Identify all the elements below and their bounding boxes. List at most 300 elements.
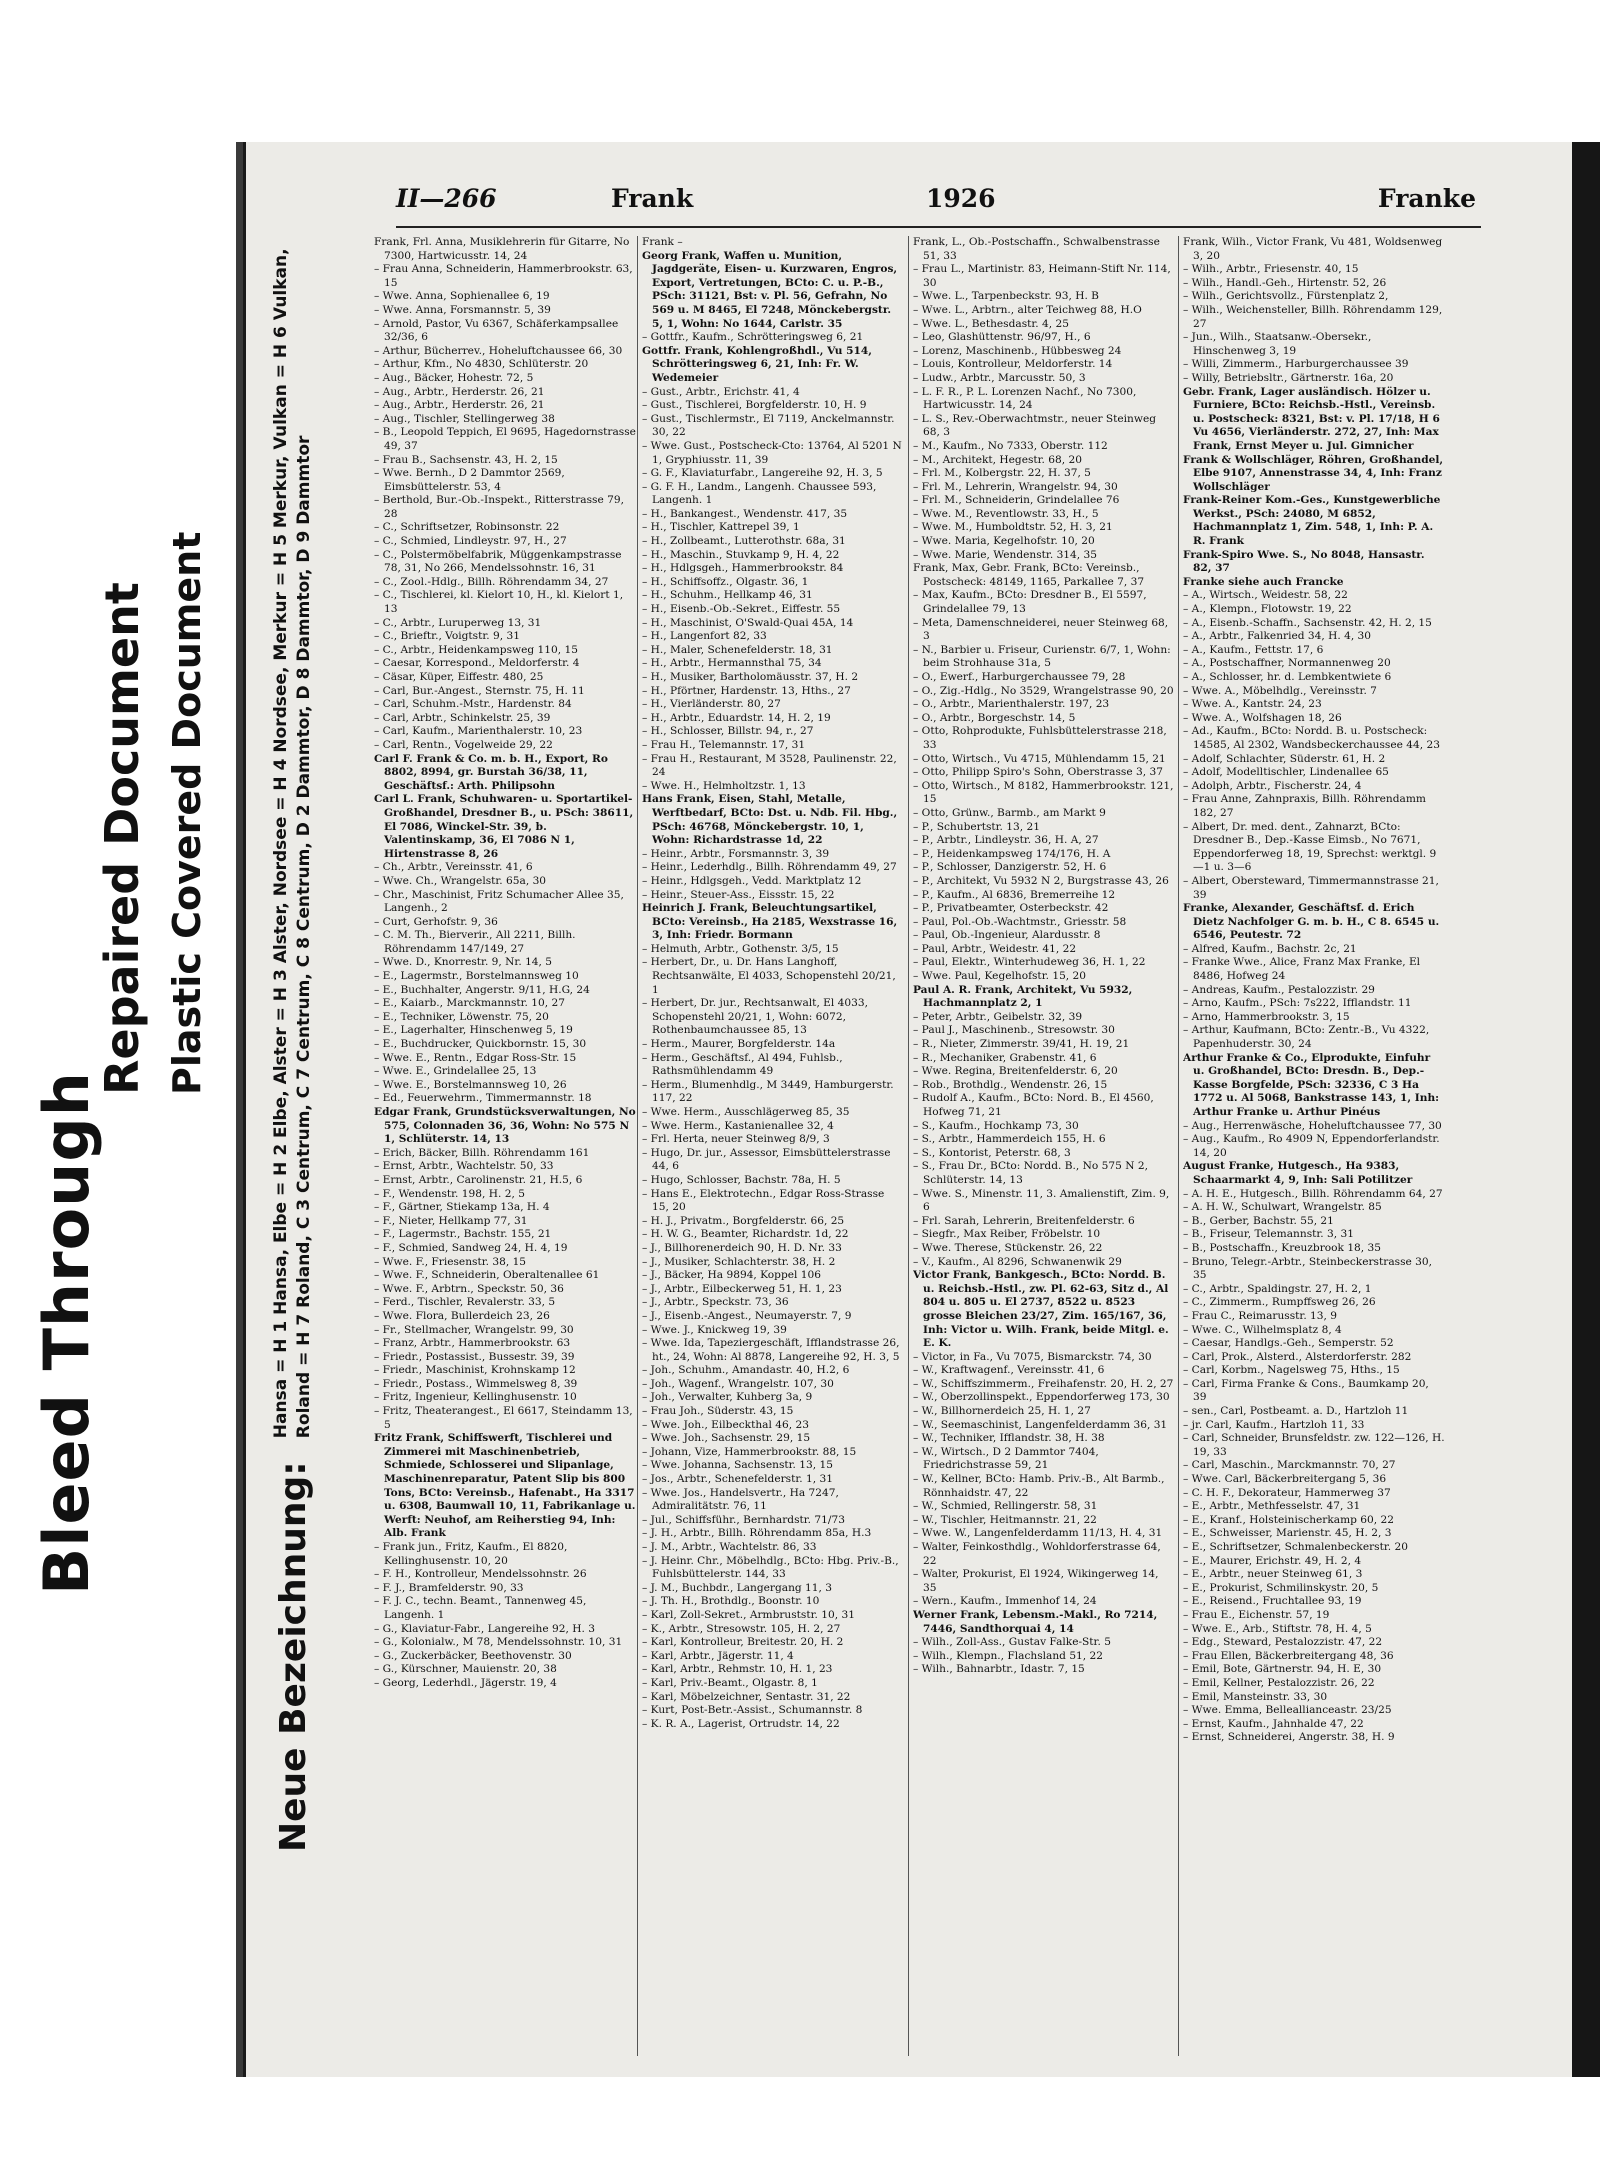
- directory-entry: – H., Eisenb.-Ob.-Sekret., Eiffestr. 55: [642, 603, 841, 616]
- directory-entry: – Walter, Feinkosthdlg., Wohldorferstrasse 64, 22: [913, 1541, 1161, 1567]
- directory-entry: Franke siehe auch Francke: [1183, 575, 1344, 588]
- directory-entry: – W., Techniker, Ifflandstr. 38, H. 38: [913, 1432, 1105, 1445]
- directory-entry: – A., Wirtsch., Weidestr. 58, 22: [1183, 589, 1348, 602]
- directory-entry: – Ernst, Arbtr., Carolinenstr. 21, H.5, 6: [374, 1173, 583, 1186]
- directory-entry: – P., Schubertstr. 13, 21: [913, 820, 1040, 833]
- directory-entry: – Kurt, Post-Betr.-Assist., Schumannstr. 8: [642, 1704, 863, 1717]
- directory-entry: – Wwe. Therese, Stückenstr. 26, 22: [913, 1241, 1103, 1254]
- directory-entry: – Wwe. H., Helmholtzstr. 1, 13: [642, 779, 806, 792]
- directory-entry: – Hans E., Elektrotechn., Edgar Ross-Strasse 15, 20: [642, 1187, 885, 1214]
- directory-entry: – N., Barbier u. Friseur, Curienstr. 6/7, 1, Wohn: beim Strohhause 31a, 5: [913, 643, 1171, 670]
- directory-entry: – Frau Joh., Süderstr. 43, 15: [642, 1405, 794, 1418]
- directory-entry: – G., Kolonialw., M 78, Mendelssohnstr. 10, 31: [374, 1636, 623, 1649]
- directory-entry: – Bruno, Telegr.-Arbtr., Steinbeckerstrasse 30, 35: [1183, 1255, 1432, 1282]
- directory-entry: – Leo, Glashüttenstr. 96/97, H., 6: [913, 331, 1091, 344]
- directory-entry: – Carl, Maschin., Marckmannstr. 70, 27: [1183, 1459, 1396, 1472]
- directory-entry: – Carl, Prok., Alsterd., Alsterdorferstr. 282: [1183, 1350, 1412, 1363]
- directory-entry: – Otto, Wirtsch., M 8182, Hammerbrookstr. 121, 15: [913, 779, 1174, 806]
- directory-entry: – K., Arbtr., Stresowstr. 105, H. 2, 27: [642, 1622, 841, 1635]
- directory-entry: – H., Musiker, Bartholomäusstr. 37, H. 2: [642, 671, 859, 683]
- directory-entry: – Carl, Arbtr., Schinkelstr. 25, 39: [374, 711, 551, 724]
- directory-entry: Frank, L., Ob.-Postschaffn., Schwalbenstrasse 51, 33: [913, 236, 1160, 262]
- legend-title: Neue Bezeichnung:: [272, 1461, 314, 1852]
- directory-entry: – Aug., Arbtr., Herderstr. 26, 21: [374, 399, 545, 412]
- directory-entry: Edgar Frank, Grundstücksverwaltungen, No 575, Colonnaden 36, 36, Wohn: No 575 N 1, Schlüterstr. 14, 13: [374, 1106, 636, 1146]
- directory-entry: – Arno, Kaufm., PSch: 7s222, Ifflandstr. 11: [1183, 997, 1412, 1010]
- directory-entry: – Siegfr., Max Reiber, Fröbelstr. 10: [913, 1228, 1101, 1241]
- directory-entry: – J. Heinr. Chr., Möbelhdlg., BCto: Hbg. Priv.-B., Fuhlsbüttelerstr. 144, 33: [642, 1554, 899, 1581]
- directory-entry: – Joh., Wagenf., Wrangelstr. 107, 30: [642, 1377, 834, 1390]
- directory-entry: Frank, Max, Gebr. Frank, BCto: Vereinsb., Postscheck: 48149, 1165, Parkallee 7, 37: [913, 562, 1145, 588]
- directory-entry: – Wwe. Gust., Postscheck-Cto: 13764, Al 5201 N 1, Gryphiusstr. 11, 39: [642, 439, 902, 466]
- directory-entry: – W., Kellner, BCto: Hamb. Priv.-B., Alt Barmb., Rönnhaidstr. 47, 22: [913, 1473, 1165, 1499]
- directory-entry: – Wwe. Flora, Bullerdeich 23, 26: [374, 1309, 550, 1322]
- directory-entry: – Herbert, Dr., u. Dr. Hans Langhoff, Rechtsanwälte, El 4033, Schopenstehl 20/21, 1: [642, 956, 896, 996]
- directory-entry: – Frl. Sarah, Lehrerin, Breitenfelderstr. 6: [913, 1214, 1135, 1227]
- directory-entry: – Frau C., Reimarusstr. 13, 9: [1183, 1309, 1338, 1322]
- directory-entry: – Wwe. Regina, Breitenfelderstr. 6, 20: [913, 1065, 1118, 1078]
- directory-entry: – F., Schmied, Sandweg 24, H. 4, 19: [374, 1241, 568, 1254]
- directory-entry: – Willi, Zimmerm., Harburgerchaussee 39: [1183, 358, 1409, 371]
- directory-entry: – Herbert, Dr. jur., Rechtsanwalt, El 4033, Schopenstehl 20/21, 1, Wohn: 6072, Rothenbaumchaussee 85, 13: [642, 997, 868, 1037]
- bleed-through-annotation: Bleed Through: [30, 1071, 103, 1595]
- directory-entry: – Curt, Gerhofstr. 9, 36: [374, 915, 498, 928]
- directory-entry: – E., Kranf., Holsteinischerkamp 60, 22: [1183, 1513, 1394, 1526]
- directory-entry: – Carl, Bur.-Angest., Sternstr. 75, H. 11: [374, 684, 585, 697]
- directory-entry: – Emil, Bote, Gärtnerstr. 94, H. E, 30: [1183, 1663, 1382, 1676]
- header-year: 1926: [926, 184, 996, 213]
- directory-entry: – Albert, Obersteward, Timmermannstrasse 21, 39: [1183, 874, 1439, 901]
- legend-line-2: Roland = H 7 Roland, C 3 Centrum, C 7 Centrum, C 8 Centrum, D 2 Dammtor, D 8 Dammtor, D 9 Dammtor: [294, 435, 314, 1439]
- directory-entry: – Frl. M., Schneiderin, Grindelallee 76: [913, 494, 1120, 507]
- directory-entry: – H., Maschin., Stuvkamp 9, H. 4, 22: [642, 548, 840, 561]
- directory-entry: – Frl. M., Lehrerin, Wrangelstr. 94, 30: [913, 480, 1118, 493]
- directory-entry: – Karl, Zoll-Sekret., Armbruststr. 10, 31: [642, 1608, 855, 1621]
- directory-entry: – B., Friseur, Telemannstr. 3, 31: [1183, 1228, 1354, 1241]
- column-divider: [908, 236, 909, 2056]
- directory-entry: – Ernst, Arbtr., Wachtelstr. 50, 33: [374, 1160, 554, 1173]
- directory-entry: – M., Architekt, Hegestr. 68, 20: [913, 453, 1082, 466]
- directory-entry: – H., Maler, Schenefelderstr. 18, 31: [642, 643, 833, 656]
- directory-entry: – S., Kontorist, Peterstr. 68, 3: [913, 1146, 1071, 1159]
- directory-entry: – E., Buchdrucker, Quickbornstr. 15, 30: [374, 1038, 587, 1051]
- directory-entry: Frank-Spiro Wwe. S., No 8048, Hansastr. 82, 37: [1183, 548, 1425, 575]
- directory-entry: – G. F., Klaviaturfabr., Langereihe 92, H. 3, 5: [642, 467, 883, 480]
- directory-entry: – A. H. E., Hutgesch., Billh. Röhrendamm 64, 27: [1183, 1187, 1443, 1200]
- directory-entry: – Ernst, Kaufm., Jahnhalde 47, 22: [1183, 1717, 1364, 1730]
- directory-entry: – Emil, Mansteinstr. 33, 30: [1183, 1690, 1328, 1703]
- directory-entry: – Aug., Tischler, Stellingerweg 38: [374, 412, 555, 425]
- directory-entry: – C., Arbtr., Heidenkampsweg 110, 15: [374, 643, 578, 656]
- directory-entry: – P., Schlosser, Danzigerstr. 52, H. 6: [913, 861, 1107, 874]
- directory-entry: – Wwe. Jos., Handelsvertr., Ha 7247, Admiralitätstr. 76, 11: [642, 1486, 839, 1513]
- directory-entry: – Emil, Kellner, Pestalozzistr. 26, 22: [1183, 1676, 1375, 1689]
- directory-entry: – H., Pförtner, Hardenstr. 13, Hths., 27: [642, 684, 851, 697]
- directory-entry: – Karl, Arbtr., Rehmstr. 10, H. 1, 23: [642, 1663, 833, 1676]
- directory-entry: Carl L. Frank, Schuhwaren- u. Sportartikel-Großhandel, Dresdner B., u. PSch: 38611, El 7086, Winckel-Str. 39, b. Valentinskamp, 36, El 7086 N 1, Hirtenstrasse 8, 26: [374, 793, 634, 860]
- directory-entry: – Franke Wwe., Alice, Franz Max Franke, El 8486, Hofweg 24: [1183, 956, 1421, 983]
- directory-entry: – Louis, Kontrolleur, Meldorferstr. 14: [913, 358, 1113, 371]
- directory-entry: – Wwe. E., Rentn., Edgar Ross-Str. 15: [374, 1051, 577, 1064]
- directory-entry: – Frau Ellen, Bäckerbreitergang 48, 36: [1183, 1649, 1394, 1662]
- directory-entry: – Otto, Rohprodukte, Fuhlsbüttelerstrasse 218, 33: [913, 725, 1167, 751]
- directory-entry: – S., Frau Dr., BCto: Nordd. B., No 575 N 2, Schlüterstr. 14, 13: [913, 1160, 1148, 1186]
- directory-entry: – Adolph, Arbtr., Fischerstr. 24, 4: [1183, 779, 1362, 792]
- directory-entry: – Alfred, Kaufm., Bachstr. 2c, 21: [1183, 942, 1357, 955]
- directory-entry: – Ed., Feuerwehrm., Timmermannstr. 18: [374, 1092, 592, 1105]
- directory-entry: – P., Kaufm., Al 6836, Bremerreihe 12: [913, 888, 1116, 901]
- column-divider: [637, 236, 638, 2056]
- directory-entry: – W., Oberzollinspekt., Eppendorferweg 173, 30: [913, 1391, 1170, 1404]
- directory-entry: – E., Kaiarb., Marckmannstr. 10, 27: [374, 997, 565, 1010]
- directory-entry: – J., Musiker, Schlachterstr. 38, H. 2: [642, 1255, 836, 1268]
- directory-entry: – C., Tischlerei, kl. Kielort 10, H., kl. Kielort 1, 13: [374, 589, 624, 616]
- directory-entry: – H., Bankangest., Wendenstr. 417, 35: [642, 507, 848, 520]
- directory-entry: – Wilh., Handl.-Geh., Hirtenstr. 52, 26: [1183, 276, 1387, 289]
- directory-entry: – E., Buchhalter, Angerstr. 9/11, H.G, 24: [374, 983, 590, 996]
- directory-entry: – Gottfr., Kaufm., Schrötteringsweg 6, 21: [642, 331, 864, 344]
- directory-entry: – G. F. H., Landm., Langenh. Chaussee 593, Langenh. 1: [642, 480, 877, 507]
- directory-entry: – Paul, Pol.-Ob.-Wachtmstr., Griesstr. 58: [913, 915, 1127, 928]
- directory-entry: – J., Billhorenerdeich 90, H. D. Nr. 33: [642, 1241, 842, 1254]
- directory-entry: – Wwe. Emma, Belleallianceastr. 23/25: [1183, 1704, 1392, 1717]
- directory-entry: – Paul, Arbtr., Weidestr. 41, 22: [913, 942, 1077, 955]
- directory-entry: – H., Zollbeamt., Lutterothstr. 68a, 31: [642, 535, 846, 548]
- directory-entry: – E., Arbtr., neuer Steinweg 61, 3: [1183, 1568, 1363, 1581]
- directory-entry: – Otto, Philipp Spiro's Sohn, Oberstrasse 3, 37: [913, 766, 1163, 779]
- directory-entry: – W., Tischler, Heitmannstr. 21, 22: [913, 1513, 1097, 1526]
- directory-entry: – Gust., Arbtr., Erichstr. 41, 4: [642, 385, 800, 398]
- directory-entry: – E., Techniker, Löwenstr. 75, 20: [374, 1010, 549, 1023]
- directory-entry: – H., Tischler, Kattrepel 39, 1: [642, 521, 800, 534]
- directory-entry: August Franke, Hutgesch., Ha 9383, Schaarmarkt 4, 9, Inh: Sali Potilitzer: [1183, 1160, 1413, 1186]
- directory-entry: – E., Arbtr., Methfesselstr. 47, 31: [1183, 1500, 1361, 1513]
- directory-entry: – A., Postschaffner, Normannenweg 20: [1183, 657, 1391, 670]
- directory-entry: – Heinr., Arbtr., Forsmannstr. 3, 39: [642, 847, 830, 860]
- directory-entry: – Berthold, Bur.-Ob.-Inspekt., Ritterstrasse 79, 28: [374, 494, 624, 520]
- directory-entry: – Caesar, Handlgs.-Geh., Semperstr. 52: [1183, 1337, 1394, 1350]
- directory-entry: – Ernst, Schneiderei, Angerstr. 38, H. 9: [1183, 1731, 1395, 1744]
- directory-entry: – E., Schriftsetzer, Schmalenbeckerstr. 20: [1183, 1541, 1408, 1553]
- directory-entry: – B., Leopold Teppich, El 9695, Hagedornstrasse 49, 37: [374, 426, 636, 452]
- directory-entry: Gottfr. Frank, Kohlengroßhdl., Vu 514, Schrötteringsweg 6, 21, Inh: Fr. W. Wedemeier: [642, 344, 872, 384]
- directory-entry: – Wwe. Ida, Tapeziergeschäft, Ifflandstrasse 26, ht., 24, Wohn: Al 8878, Langereihe 92, H. 3, 5: [642, 1337, 900, 1363]
- directory-entry: – Jun., Wilh., Staatsanw.-Obersekr., Hinschenweg 3, 19: [1183, 331, 1372, 357]
- directory-entry: – Gust., Tischlerei, Borgfelderstr. 10, H. 9: [642, 399, 867, 412]
- directory-column-3: [913, 236, 1175, 2066]
- directory-entry: Frank, Wilh., Victor Frank, Vu 481, Woldsenweg 3, 20: [1183, 236, 1443, 262]
- directory-entry: – Otto, Wirtsch., Vu 4715, Mühlendamm 15, 21: [913, 752, 1166, 765]
- directory-entry: – Carl, Kaufm., Marienthalerstr. 10, 23: [374, 725, 583, 738]
- directory-entry: – G., Zuckerbäcker, Beethovenstr. 30: [374, 1649, 572, 1662]
- directory-entry: – C. H. F., Dekorateur, Hammerweg 37: [1183, 1486, 1391, 1499]
- directory-entry: – Arthur, Kaufmann, BCto: Zentr.-B., Vu 4322, Papenhuderstr. 30, 24: [1183, 1024, 1430, 1051]
- directory-entry: – V., Kaufm., Al 8296, Schwanenwik 29: [913, 1255, 1122, 1268]
- directory-entry: – R., Nieter, Zimmerstr. 39/41, H. 19, 21: [913, 1038, 1130, 1051]
- directory-entry: – Wwe. Joh., Eilbeckthal 46, 23: [642, 1418, 809, 1431]
- directory-entry: – Frl. M., Kolbergstr. 22, H. 37, 5: [913, 467, 1091, 480]
- directory-entry: Paul A. R. Frank, Architekt, Vu 5932, Hachmannplatz 2, 1: [913, 983, 1133, 1010]
- directory-entry: – Wilh., Bahnarbtr., Idastr. 7, 15: [913, 1663, 1085, 1676]
- directory-entry: – W., Schiffszimmerm., Freihafenstr. 20, H. 2, 27: [913, 1377, 1174, 1390]
- directory-entry: – Frank jun., Fritz, Kaufm., El 8820, Kellinghusenstr. 10, 20: [374, 1541, 568, 1567]
- directory-entry: – A., Eisenb.-Schaffn., Sachsenstr. 42, H. 2, 15: [1183, 616, 1432, 629]
- directory-entry: – Wwe. Maria, Kegelhofstr. 10, 20: [913, 535, 1095, 548]
- directory-entry: Gebr. Frank, Lager ausländisch. Hölzer u. Furniere, BCto: Reichsb.-Hstl., Vereinsb. u. Postscheck: 8321, Bst: v. Pl. 17/18, H 6 Vu 4656, Vierländerstr. 272, 27, Inh: Max Frank, Ernst Meyer u. Jul. Gimnicher: [1183, 385, 1440, 452]
- directory-entry: – Wern., Kaufm., Immenhof 14, 24: [913, 1595, 1097, 1608]
- directory-entry: – F., Wendenstr. 198, H. 2, 5: [374, 1187, 525, 1200]
- directory-entry: – Wwe. M., Reventlowstr. 33, H., 5: [913, 507, 1099, 520]
- directory-entry: – Andreas, Kaufm., Pestalozzistr. 29: [1183, 983, 1375, 996]
- directory-entry: – H., Arbtr., Eduardstr. 14, H. 2, 19: [642, 711, 831, 724]
- directory-column-4: [1183, 236, 1445, 2066]
- directory-entry: – Wwe. L., Bethesdastr. 4, 25: [913, 317, 1069, 330]
- directory-entry: – Jos., Arbtr., Schenefelderstr. 1, 31: [642, 1473, 833, 1486]
- directory-entry: – A., Arbtr., Falkenried 34, H. 4, 30: [1183, 630, 1372, 643]
- directory-entry: – E., Lagerhalter, Hinschenweg 5, 19: [374, 1024, 573, 1037]
- directory-entry: – C., Arbtr., Luruperweg 13, 31: [374, 616, 542, 629]
- header-guide-word-right: Franke: [1377, 184, 1476, 213]
- directory-entry: – W., Billhornerdeich 25, H. 1, 27: [913, 1405, 1091, 1418]
- directory-entry: – Peter, Arbtr., Geibelstr. 32, 39: [913, 1010, 1083, 1023]
- directory-entry: – J. M., Buchbdr., Langergang 11, 3: [642, 1581, 833, 1594]
- directory-entry: – Gust., Tischlermstr., El 7119, Anckelmannstr. 30, 22: [642, 412, 895, 439]
- directory-entry: – R., Mechaniker, Grabenstr. 41, 6: [913, 1051, 1097, 1064]
- directory-entry: – Arthur, Kfm., No 4830, Schlüterstr. 20: [374, 358, 589, 371]
- directory-entry: – Adolf, Modelltischler, Lindenallee 65: [1183, 766, 1389, 779]
- directory-entry: – Joh., Schuhm., Amandastr. 40, H.2, 6: [642, 1364, 850, 1377]
- directory-entry: – Wwe. W., Langenfelderdamm 11/13, H. 4, 31: [913, 1527, 1163, 1540]
- directory-entry: – Ludw., Arbtr., Marcusstr. 50, 3: [913, 371, 1086, 384]
- directory-entry: – Wwe. E., Arb., Stiftstr. 78, H. 4, 5: [1183, 1622, 1372, 1635]
- directory-entry: Frank, Frl. Anna, Musiklehrerin für Gitarre, No 7300, Hartwicusstr. 14, 24: [374, 236, 630, 262]
- directory-entry: – Paul, Ob.-Ingenieur, Alardusstr. 8: [913, 929, 1101, 942]
- directory-entry: – Friedr., Postassist., Bussestr. 39, 39: [374, 1350, 575, 1363]
- directory-entry: – Frau Anne, Zahnpraxis, Billh. Röhrendamm 182, 27: [1183, 793, 1426, 819]
- directory-entry: Hans Frank, Eisen, Stahl, Metalle, Werftbedarf, BCto: Dst. u. Ndb. Fil. Hbg., PSch: 46768, Mönckebergstr. 10, 1, Wohn: Richardstrasse 1d, 22: [642, 793, 898, 847]
- directory-entry: – Wwe. A., Wolfshagen 18, 26: [1183, 711, 1342, 724]
- directory-entry: – Fritz, Ingenieur, Kellinghusenstr. 10: [374, 1391, 577, 1404]
- directory-entry: – Wwe. Carl, Bäckerbreitergang 5, 36: [1183, 1473, 1387, 1486]
- directory-entry: – F. H., Kontrolleur, Mendelssohnstr. 26: [374, 1568, 587, 1581]
- directory-entry: – F., Nieter, Hellkamp 77, 31: [374, 1214, 528, 1227]
- column-divider: [1178, 236, 1179, 2056]
- directory-entry: – Wwe. F., Friesenstr. 38, 15: [374, 1255, 527, 1268]
- directory-entry: – Herm., Blumenhdlg., M 3449, Hamburgerstr. 117, 22: [642, 1078, 894, 1105]
- directory-entry: – Fr., Stellmacher, Wrangelstr. 99, 30: [374, 1323, 574, 1336]
- directory-entry: – Wwe. E., Borstelmannsweg 10, 26: [374, 1078, 567, 1091]
- directory-entry: Franke, Alexander, Geschäftsf. d. Erich Dietz Nachfolger G. m. b. H., C 8. 6545 u. 6546, Peutestr. 72: [1183, 902, 1440, 942]
- directory-entry: – Albert, Dr. med. dent., Zahnarzt, BCto: Dresdner B., Dep.-Kasse Eimsb., No 7671, Eppendorferweg 18, 19, Sprechst: werktgl. 9—1 u. 3—6: [1183, 820, 1437, 874]
- directory-entry: – Edg., Steward, Pestalozzistr. 47, 22: [1183, 1636, 1383, 1649]
- directory-entry: – Wwe. C., Wilhelmsplatz 8, 4: [1183, 1323, 1342, 1336]
- directory-entry: – Friedr., Maschinist, Krohnskamp 12: [374, 1364, 576, 1377]
- directory-entry: – jr. Carl, Kaufm., Hartzloh 11, 33: [1183, 1418, 1365, 1431]
- directory-entry: – J., Arbtr., Speckstr. 73, 36: [642, 1296, 789, 1309]
- directory-entry: – J. H., Arbtr., Billh. Röhrendamm 85a, H.3: [642, 1527, 872, 1540]
- directory-entry: – Hugo, Dr. jur., Assessor, Eimsbüttelerstrasse 44, 6: [642, 1146, 891, 1173]
- directory-entry: – O., Arbtr., Borgeschstr. 14, 5: [913, 711, 1076, 724]
- directory-entry: – E., Maurer, Erichstr. 49, H. 2, 4: [1183, 1554, 1362, 1567]
- directory-entry: – Wwe. Anna, Sophienallee 6, 19: [374, 290, 550, 303]
- page-header: [396, 184, 1476, 224]
- directory-entry: – Frau Anna, Schneiderin, Hammerbrookstr. 63, 15: [374, 263, 633, 289]
- directory-entry: – C., Schriftsetzer, Robinsonstr. 22: [374, 521, 560, 534]
- directory-entry: Heinrich J. Frank, Beleuchtungsartikel, BCto: Vereinsb., Ha 2185, Wexstrasse 16, 3, Inh: Friedr. Bormann: [642, 902, 898, 942]
- directory-entry: – Joh., Verwalter, Kuhberg 3a, 9: [642, 1391, 813, 1404]
- directory-entry: – Heinr., Steuer-Ass., Eissstr. 15, 22: [642, 888, 835, 901]
- directory-entry: – Frau B., Sachsenstr. 43, H. 2, 15: [374, 453, 558, 466]
- directory-entry: – Wwe. Ch., Wrangelstr. 65a, 30: [374, 874, 547, 887]
- directory-entry: – C., Zool.-Hdlg., Billh. Röhrendamm 34, 27: [374, 575, 609, 588]
- legend-line-1: Hansa = H 1 Hansa, Elbe = H 2 Elbe, Alster = H 3 Alster, Nordsee = H 4 Nordsee, Merkur = H 5 Merkur, Vulkan = H 6 Vulkan,: [271, 248, 291, 1439]
- directory-entry: – P., Arbtr., Lindleystr. 36, H. A, 27: [913, 834, 1099, 847]
- directory-entry: – Georg, Lederhdl., Jägerstr. 19, 4: [374, 1676, 557, 1689]
- header-rule: [396, 226, 1481, 228]
- directory-entry: – Frau H., Telemannstr. 17, 31: [642, 738, 806, 751]
- directory-entry: – H., Langenfort 82, 33: [642, 630, 767, 643]
- directory-entry: – Wwe. Joh., Sachsenstr. 29, 15: [642, 1432, 811, 1445]
- directory-entry: – S., Arbtr., Hammerdeich 155, H. 6: [913, 1133, 1106, 1146]
- directory-entry: – Wilh., Klempn., Flachsland 51, 22: [913, 1649, 1104, 1662]
- directory-entry: – C., Brieftr., Voigtstr. 9, 31: [374, 630, 520, 643]
- directory-entry: – Wilh., Weichensteller, Billh. Röhrendamm 129, 27: [1183, 303, 1443, 330]
- plastic-covered-annotation: Plastic Covered Document: [165, 531, 209, 1095]
- directory-entry: – H., Hdlgsgeh., Hammerbrookstr. 84: [642, 562, 844, 575]
- directory-entry: – C., Zimmerm., Rumpffsweg 26, 26: [1183, 1296, 1376, 1309]
- left-margin: [0, 0, 240, 2177]
- directory-entry: – Carl, Schneider, Brunsfeldstr. zw. 122—126, H. 19, 33: [1183, 1432, 1445, 1458]
- directory-entry: – Frau E., Eichenstr. 57, 19: [1183, 1608, 1330, 1621]
- directory-entry: – Victor, in Fa., Vu 7075, Bismarckstr. 74, 30: [913, 1350, 1152, 1363]
- directory-entry: – Ad., Kaufm., BCto: Nordd. B. u. Postscheck: 14585, Al 2302, Wandsbeckerchaussee 44, 23: [1183, 725, 1440, 751]
- directory-entry: – Chr., Maschinist, Fritz Schumacher Allee 35, Langenh., 2: [374, 888, 624, 915]
- directory-entry: – Adolf, Schlachter, Süderstr. 61, H. 2: [1183, 752, 1386, 765]
- directory-entry: – E., Reisend., Fruchtallee 93, 19: [1183, 1595, 1362, 1608]
- telephone-exchange-legend: [270, 212, 316, 1852]
- directory-entry: – J., Arbtr., Eilbeckerweg 51, H. 1, 23: [642, 1282, 842, 1295]
- directory-entry: – Arno, Hammerbrookstr. 3, 15: [1183, 1010, 1350, 1023]
- directory-entry: – E., Prokurist, Schmilinskystr. 20, 5: [1183, 1581, 1379, 1594]
- directory-entry: – Heinr., Hdlgsgeh., Vedd. Marktplatz 12: [642, 874, 862, 887]
- directory-entry: – Wwe. Marie, Wendenstr. 314, 35: [913, 548, 1097, 561]
- directory-entry: – Paul, Elektr., Winterhudeweg 36, H. 1, 22: [913, 956, 1146, 969]
- directory-entry: – Hugo, Schlosser, Bachstr. 78a, H. 5: [642, 1173, 841, 1186]
- directory-entry: – C., Schmied, Lindleystr. 97, H., 27: [374, 535, 567, 548]
- directory-entry: – F., Gärtner, Stiekamp 13a, H. 4: [374, 1201, 550, 1214]
- directory-entry: Frank-Reiner Kom.-Ges., Kunstgewerbliche Werkst., PSch: 24080, M 6852, Hachmannplatz 1, Zim. 548, 1, Inh: P. A. R. Frank: [1183, 494, 1441, 548]
- directory-entry: – Wwe. Paul, Kegelhofstr. 15, 20: [913, 970, 1087, 983]
- directory-entry: – Wwe. F., Schneiderin, Oberaltenallee 61: [374, 1269, 600, 1282]
- directory-entry: – Wwe. J., Knickweg 19, 39: [642, 1323, 787, 1336]
- directory-entry: – K. R. A., Lagerist, Ortrudstr. 14, 22: [642, 1717, 840, 1730]
- directory-entry: – Wwe. Herm., Ausschlägerweg 85, 35: [642, 1106, 850, 1118]
- directory-entry: – S., Kaufm., Hochkamp 73, 30: [913, 1119, 1079, 1132]
- directory-entry: – Karl, Priv.-Beamt., Olgastr. 8, 1: [642, 1676, 818, 1689]
- directory-entry: – Wwe. Bernh., D 2 Dammtor 2569, Eimsbüttelerstr. 53, 4: [374, 467, 565, 493]
- directory-entry: Carl F. Frank & Co. m. b. H., Export, Ro 8802, 8994, gr. Burstah 36/38, 11, Geschäftsf.: Arth. Philipsohn: [374, 752, 608, 792]
- directory-entry: – Carl, Firma Franke & Cons., Baumkamp 20, 39: [1183, 1377, 1429, 1404]
- directory-entry: – F. J., Bramfelderstr. 90, 33: [374, 1581, 524, 1594]
- directory-entry: Victor Frank, Bankgesch., BCto: Nordd. B. u. Reichsb.-Hstl., zw. Pl. 62-63, Sitz d., Al 804 u. 805 u. El 2737, 8522 u. 8523 grosse Bleichen 23/27, Zim. 165/167, 36, Inh: Victor u. Wilh. Frank, beide Mitgl. e. E. K.: [913, 1269, 1169, 1350]
- scanned-page: [243, 142, 1600, 2077]
- directory-entry: – Heinr., Lederhdlg., Billh. Röhrendamm 49, 27: [642, 861, 897, 874]
- directory-column-2: [642, 236, 904, 2066]
- directory-entry: – Jul., Schiffsführ., Bernhardstr. 71/73: [642, 1513, 845, 1526]
- directory-entry: – Wwe. Anna, Forsmannstr. 5, 39: [374, 303, 551, 316]
- directory-entry: – Wwe. A., Kantstr. 24, 23: [1183, 698, 1322, 711]
- directory-entry: – Friedr., Postass., Wimmelsweg 8, 39: [374, 1377, 578, 1390]
- directory-entry: – Wwe. S., Minenstr. 11, 3. Amalienstift, Zim. 9, 6: [913, 1187, 1170, 1214]
- directory-entry: Frank –: [642, 236, 683, 248]
- directory-entry: – Paul J., Maschinenb., Stresowstr. 30: [913, 1024, 1115, 1037]
- directory-entry: – L. S., Rev.-Oberwachtmstr., neuer Steinweg 68, 3: [913, 412, 1157, 439]
- directory-entry: – Karl, Möbelzeichner, Sentastr. 31, 22: [642, 1690, 851, 1703]
- directory-entry: – Wilh., Arbtr., Friesenstr. 40, 15: [1183, 263, 1359, 276]
- directory-entry: – Aug., Kaufm., Ro 4909 N, Eppendorferlandstr. 14, 20: [1183, 1133, 1440, 1159]
- directory-entry: – Wwe. Johanna, Sachsenstr. 13, 15: [642, 1459, 833, 1472]
- directory-entry: Georg Frank, Waffen u. Munition, Jagdgeräte, Eisen- u. Kurzwaren, Engros, Export, Vertretungen, BCto: C. u. P.-B., PSch: 31121, Bst: v. Pl. 56, Gefrahn, No 569 u. M 8465, El 7248, Mönckebergstr. 5, 1, Wohn: No 1644, Carlstr. 35: [642, 249, 898, 330]
- directory-entry: – C., Polstermöbelfabrik, Müggenkampstrasse 78, 31, No 266, Mendelssohnstr. 16, 31: [374, 548, 622, 575]
- directory-entry: – Caesar, Korrespond., Meldorferstr. 4: [374, 657, 580, 670]
- directory-entry: – B., Gerber, Bachstr. 55, 21: [1183, 1214, 1334, 1227]
- directory-entry: – P., Architekt, Vu 5932 N 2, Burgstrasse 43, 26: [913, 874, 1169, 887]
- directory-entry: – P., Heidenkampsweg 174/176, H. A: [913, 847, 1111, 860]
- directory-entry: – H., Schlosser, Billstr. 94, r., 27: [642, 725, 814, 738]
- directory-entry: – L. F. R., P. L. Lorenzen Nachf., No 7300, Hartwicusstr. 14, 24: [913, 385, 1137, 412]
- directory-entry: – Frau H., Restaurant, M 3528, Paulinenstr. 22, 24: [642, 752, 897, 779]
- directory-entry: – Wwe. M., Humboldtstr. 52, H. 3, 21: [913, 521, 1113, 534]
- directory-entry: – Wilh., Gerichtsvollz., Fürstenplatz 2,: [1183, 290, 1389, 303]
- directory-entry: – Arthur, Bücherrev., Hoheluftchaussee 66, 30: [374, 344, 623, 357]
- directory-entry: – Max, Kaufm., BCto: Dresdner B., El 5597, Grindelallee 79, 13: [913, 589, 1147, 616]
- directory-entry: – E., Schweisser, Marienstr. 45, H. 2, 3: [1183, 1527, 1392, 1540]
- directory-entry: – C., Arbtr., Spaldingstr. 27, H. 2, 1: [1183, 1282, 1372, 1295]
- directory-entry: – W., Kraftwagenf., Vereinsstr. 41, 6: [913, 1364, 1105, 1377]
- directory-entry: – H. J., Privatm., Borgfelderstr. 66, 25: [642, 1214, 845, 1227]
- directory-entry: – H., Maschinist, O'Swald-Quai 45A, 14: [642, 616, 854, 629]
- repaired-document-annotation: Repaired Document: [95, 582, 149, 1095]
- directory-entry: – H., Schuhm., Hellkamp 46, 31: [642, 589, 813, 602]
- directory-entry: – G., Kürschner, Mauienstr. 20, 38: [374, 1663, 557, 1676]
- directory-entry: – J., Eisenb.-Angest., Neumayerstr. 7, 9: [642, 1309, 852, 1322]
- directory-column-1: [374, 236, 636, 2066]
- directory-entry: – Wilh., Zoll-Ass., Gustav Falke-Str. 5: [913, 1636, 1111, 1649]
- directory-entry: – Cäsar, Küper, Eiffestr. 480, 25: [374, 671, 544, 683]
- directory-entry: – W., Wirtsch., D 2 Dammtor 7404, Friedrichstrasse 59, 21: [913, 1445, 1099, 1472]
- directory-entry: – Franz, Arbtr., Hammerbrookstr. 63: [374, 1337, 571, 1350]
- directory-entry: Fritz Frank, Schiffswerft, Tischlerei und Zimmerei mit Maschinenbetrieb, Schmiede, Schlosserei und Slipanlage, Maschinenreparatur, Patent Slip bis 800 Tons, BCto: Vereinsb., Hafenabt., Ha 3317 u. 6308, Baumwall 10, 11, Fabrikanlage u. Werft: Neuhof, am Reiherstieg 94, Inh: Alb. Frank: [374, 1432, 636, 1540]
- directory-entry: – Lorenz, Maschinenb., Hübbesweg 24: [913, 344, 1122, 357]
- directory-entry: – O., Zig.-Hdlg., No 3529, Wrangelstrasse 90, 20: [913, 684, 1174, 697]
- directory-entry: Werner Frank, Lebensm.-Makl., Ro 7214, 7446, Sandthorquai 4, 14: [913, 1608, 1158, 1635]
- directory-entry: – Wwe. L., Tarpenbeckstr. 93, H. B: [913, 290, 1099, 303]
- directory-entry: – O., Ewerf., Harburgerchaussee 79, 28: [913, 671, 1126, 683]
- directory-entry: – Walter, Prokurist, El 1924, Wikingerweg 14, 35: [913, 1568, 1159, 1594]
- directory-entry: – H., Schiffsoffz., Olgastr. 36, 1: [642, 575, 809, 588]
- directory-entry: – Ch., Arbtr., Vereinsstr. 41, 6: [374, 861, 533, 874]
- directory-entry: – Helmuth, Arbtr., Gothenstr. 3/5, 15: [642, 942, 839, 955]
- directory-entry: – Arnold, Pastor, Vu 6367, Schäferkampsallee 32/36, 6: [374, 317, 619, 344]
- directory-entry: – J., Bäcker, Ha 9894, Koppel 106: [642, 1269, 821, 1282]
- directory-entry: – B., Postschaffn., Kreuzbrook 18, 35: [1183, 1241, 1382, 1254]
- directory-entry: – O., Arbtr., Marienthalerstr. 197, 23: [913, 698, 1110, 711]
- directory-entry: – Ferd., Tischler, Revalerstr. 33, 5: [374, 1296, 556, 1309]
- directory-entry: – Rudolf A., Kaufm., BCto: Nord. B., El 4560, Hofweg 71, 21: [913, 1092, 1154, 1118]
- page-number: II—266: [396, 184, 497, 213]
- directory-entry: – W., Seemaschinist, Langenfelderdamm 36, 31: [913, 1418, 1168, 1431]
- directory-entry: – Herm., Geschäftsf., Al 494, Fuhlsb., Rathsmühlendamm 49: [642, 1051, 843, 1078]
